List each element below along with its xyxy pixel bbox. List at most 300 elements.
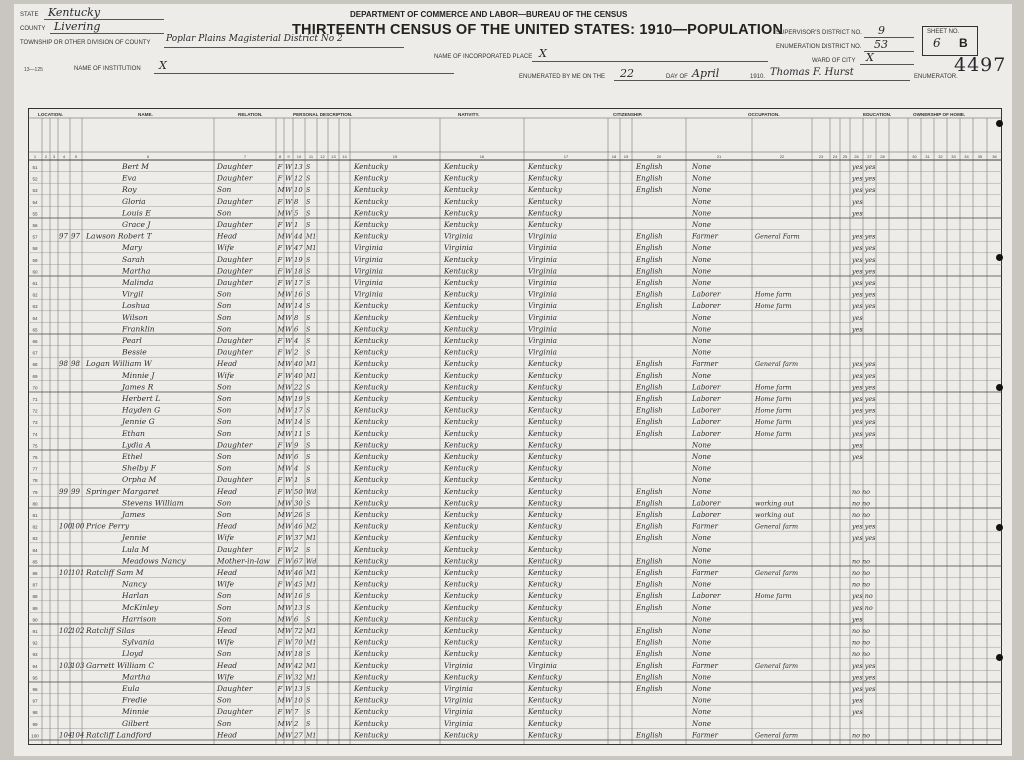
- father-birthplace: Kentucky: [444, 173, 479, 183]
- census-sheet: [14, 4, 1012, 756]
- race: W: [285, 650, 292, 659]
- marital-status: M1: [306, 628, 317, 635]
- mother-birthplace: Kentucky: [528, 498, 563, 508]
- occupation: None: [692, 615, 711, 624]
- column-number: 35: [977, 154, 983, 159]
- language: English: [636, 511, 663, 519]
- occupation: None: [692, 545, 711, 554]
- education: yes: [852, 453, 863, 461]
- sex: M: [277, 615, 285, 624]
- occupation: None: [692, 453, 711, 461]
- column-number: 5: [74, 154, 78, 159]
- column-number: 30: [912, 154, 917, 159]
- relation: Son: [217, 312, 232, 322]
- column-number: 17: [563, 154, 569, 159]
- section-heading: OWNERSHIP OF HOME.: [913, 112, 966, 117]
- line-number: 84: [32, 547, 38, 553]
- line-number: 86: [32, 571, 38, 576]
- age: 40: [294, 360, 303, 369]
- language: English: [636, 522, 663, 531]
- sex: F: [277, 557, 283, 566]
- mother-birthplace: Kentucky: [528, 405, 563, 415]
- marital-status: M1: [306, 570, 317, 577]
- county-value: Livering: [54, 20, 101, 33]
- county-label: COUNTY: [20, 26, 46, 32]
- relation: Son: [217, 185, 232, 195]
- education: yes yes: [852, 244, 876, 253]
- mother-birthplace: Kentucky: [528, 486, 563, 496]
- industry: General Farm: [755, 232, 800, 241]
- marital-status: S: [306, 198, 311, 206]
- age: 42: [294, 661, 303, 670]
- father-birthplace: Kentucky: [444, 544, 479, 554]
- language: English: [636, 580, 663, 589]
- column-number: 24: [832, 154, 838, 159]
- sex: M: [277, 661, 285, 670]
- occupation: None: [692, 313, 711, 322]
- occupation: Laborer: [692, 383, 721, 392]
- race: W: [285, 186, 292, 195]
- occupation: None: [692, 603, 711, 612]
- birthplace: Kentucky: [354, 463, 389, 473]
- family-number: 100: [71, 522, 85, 531]
- race: W: [285, 429, 292, 438]
- line-number: 81: [32, 513, 38, 518]
- occupation: None: [692, 244, 711, 253]
- institution-label: NAME OF INSTITUTION: [74, 66, 141, 72]
- relation: Son: [217, 428, 232, 438]
- age: 17: [294, 279, 303, 287]
- race: W: [285, 731, 292, 740]
- age: 37: [294, 534, 303, 543]
- marital-status: S: [306, 280, 311, 287]
- relation: Head: [217, 359, 237, 369]
- father-birthplace: Kentucky: [444, 602, 479, 612]
- relation: Daughter: [217, 162, 253, 171]
- person-name: Herbert L: [122, 394, 161, 403]
- marital-status: M1: [306, 535, 317, 543]
- father-birthplace: Kentucky: [444, 591, 479, 601]
- language: English: [636, 429, 663, 438]
- race: W: [285, 406, 292, 415]
- father-birthplace: Kentucky: [444, 289, 479, 299]
- mother-birthplace: Kentucky: [528, 382, 563, 392]
- occupation: None: [692, 685, 711, 693]
- mother-birthplace: Kentucky: [528, 707, 563, 717]
- occupation: None: [692, 221, 711, 229]
- sex: M: [277, 290, 285, 299]
- marital-status: S: [306, 164, 311, 171]
- relation: Wife: [217, 672, 234, 682]
- birthplace: Kentucky: [354, 591, 389, 601]
- industry: Home farm: [755, 406, 792, 415]
- language: English: [636, 673, 663, 682]
- birthplace: Kentucky: [354, 568, 389, 577]
- birthplace: Kentucky: [354, 301, 389, 311]
- sex: M: [277, 511, 285, 519]
- mother-birthplace: Kentucky: [528, 730, 563, 740]
- marital-status: S: [306, 720, 311, 728]
- marital-status: S: [306, 349, 311, 357]
- column-number: 21: [716, 154, 722, 159]
- sex: M: [277, 627, 285, 635]
- education: yes yes: [852, 371, 876, 380]
- line-number: 78: [32, 478, 38, 484]
- birthplace: Kentucky: [354, 626, 389, 635]
- person-name: Martha: [122, 672, 151, 682]
- father-birthplace: Kentucky: [444, 556, 479, 566]
- sex: M: [277, 383, 285, 392]
- occupation: Laborer: [692, 406, 721, 415]
- mother-birthplace: Kentucky: [528, 649, 563, 659]
- father-birthplace: Kentucky: [444, 370, 479, 380]
- section-heading: RELATION.: [238, 112, 263, 117]
- sex: M: [277, 499, 285, 508]
- age: 22: [294, 383, 303, 392]
- relation: Son: [217, 498, 232, 508]
- marital-status: S: [306, 396, 311, 403]
- column-number: 13: [331, 154, 336, 159]
- language: English: [636, 418, 663, 427]
- sex: F: [277, 580, 283, 589]
- race: W: [285, 255, 292, 264]
- birthplace: Kentucky: [354, 510, 389, 519]
- person-name: Minnie J: [122, 370, 155, 380]
- occupation: None: [692, 255, 711, 264]
- person-name: Springer Margaret: [86, 486, 159, 496]
- line-number: 82: [32, 524, 38, 530]
- sex: M: [277, 696, 285, 705]
- relation: Mother-in-law: [217, 556, 270, 566]
- column-number: 11: [308, 154, 314, 159]
- line-number: 56: [32, 223, 38, 228]
- relation: Daughter: [217, 173, 253, 183]
- birthplace: Kentucky: [354, 475, 389, 485]
- language: English: [636, 395, 663, 403]
- race: W: [285, 476, 292, 485]
- age: 40: [294, 371, 303, 380]
- marital-status: S: [306, 686, 311, 693]
- occupation: None: [692, 464, 711, 473]
- occupation: None: [692, 197, 711, 206]
- line-number: 63: [32, 304, 38, 310]
- institution-value: X: [159, 59, 167, 72]
- age: 14: [294, 302, 303, 311]
- father-birthplace: Kentucky: [444, 312, 479, 322]
- month-value: April: [692, 67, 720, 80]
- person-name: Bessie: [122, 347, 147, 357]
- race: W: [285, 313, 292, 322]
- age: 70: [294, 638, 303, 647]
- column-number: 26: [854, 154, 859, 159]
- marital-status: S: [306, 407, 311, 415]
- father-birthplace: Virginia: [444, 660, 473, 670]
- age: 44: [294, 232, 303, 241]
- birthplace: Kentucky: [354, 707, 389, 717]
- marital-status: S: [306, 465, 311, 473]
- relation: Wife: [217, 637, 234, 647]
- education: yes: [852, 313, 863, 322]
- column-number: 3: [52, 154, 56, 159]
- father-birthplace: Kentucky: [444, 220, 479, 229]
- relation: Son: [217, 405, 232, 415]
- column-number: 34: [964, 154, 969, 159]
- industry: Home farm: [755, 383, 792, 392]
- marital-status: M1: [306, 233, 317, 241]
- person-name: Lydia A: [122, 440, 151, 450]
- language: English: [636, 534, 663, 543]
- occupation: Laborer: [692, 418, 721, 427]
- father-birthplace: Virginia: [444, 684, 473, 693]
- father-birthplace: Kentucky: [444, 521, 479, 531]
- race: W: [285, 511, 292, 519]
- enum-district-value: 53: [874, 38, 888, 51]
- industry: Home farm: [755, 592, 792, 601]
- education: yes yes: [852, 290, 876, 299]
- language: English: [636, 383, 663, 392]
- column-number: 23: [818, 154, 824, 159]
- birthplace: Kentucky: [354, 208, 389, 218]
- birthplace: Virginia: [354, 243, 383, 253]
- sex: M: [277, 360, 285, 369]
- age: 32: [294, 673, 303, 682]
- age: 4: [294, 337, 299, 345]
- language: English: [636, 603, 663, 612]
- birthplace: Kentucky: [354, 544, 389, 554]
- birthplace: Kentucky: [354, 660, 389, 670]
- line-number: 60: [32, 269, 38, 275]
- binder-hole: [996, 524, 1003, 531]
- sex: M: [277, 592, 285, 601]
- race: W: [285, 615, 292, 624]
- marital-status: S: [306, 651, 311, 659]
- dwelling-number: 98: [59, 360, 68, 369]
- education: no no: [852, 487, 870, 496]
- occupation: Laborer: [692, 290, 721, 299]
- person-name: McKinley: [122, 602, 159, 612]
- relation: Son: [217, 301, 232, 311]
- birthplace: Kentucky: [354, 602, 389, 612]
- supervisor-label: SUPERVISOR'S DISTRICT NO.: [776, 30, 862, 36]
- dwelling-number: 103: [59, 661, 73, 670]
- marital-status: M1: [306, 581, 317, 589]
- line-number: 61: [32, 281, 38, 286]
- line-number: 59: [32, 257, 38, 263]
- mother-birthplace: Kentucky: [528, 185, 563, 195]
- age: 19: [294, 255, 303, 264]
- marital-status: S: [306, 419, 311, 427]
- marital-status: S: [306, 430, 311, 438]
- line-number: 100: [31, 733, 39, 739]
- line-number: 88: [32, 594, 38, 600]
- person-name: Stevens William: [122, 498, 184, 508]
- race: W: [285, 545, 292, 554]
- mother-birthplace: Kentucky: [528, 614, 563, 624]
- race: W: [285, 487, 292, 496]
- age: 1: [294, 476, 299, 485]
- relation: Son: [217, 417, 232, 427]
- mother-birthplace: Kentucky: [528, 428, 563, 438]
- race: W: [285, 627, 292, 635]
- sex: F: [277, 708, 283, 717]
- occupation: Farmer: [692, 360, 719, 369]
- marital-status: S: [306, 338, 311, 345]
- race: W: [285, 580, 292, 589]
- mother-birthplace: Kentucky: [528, 521, 563, 531]
- race: W: [285, 708, 292, 717]
- education: yes yes: [852, 232, 876, 241]
- relation: Son: [217, 324, 232, 334]
- age: 8: [294, 197, 299, 206]
- line-number: 98: [32, 710, 38, 716]
- person-name: Loshua: [122, 301, 150, 311]
- line-number: 55: [32, 211, 38, 217]
- marital-status: S: [306, 616, 311, 624]
- mother-birthplace: Kentucky: [528, 579, 563, 589]
- mother-birthplace: Virginia: [528, 266, 557, 276]
- father-birthplace: Kentucky: [444, 196, 479, 206]
- line-number: 58: [32, 246, 38, 252]
- education: no no: [852, 511, 870, 519]
- father-birthplace: Kentucky: [444, 347, 479, 357]
- sex: M: [277, 650, 285, 659]
- race: W: [285, 534, 292, 543]
- mother-birthplace: Virginia: [528, 347, 557, 357]
- person-name: Gilbert: [122, 718, 149, 728]
- relation: Son: [217, 718, 232, 728]
- mother-birthplace: Virginia: [528, 254, 557, 264]
- father-birthplace: Kentucky: [444, 336, 479, 345]
- birthplace: Kentucky: [354, 359, 389, 369]
- occupation: None: [692, 325, 711, 334]
- father-birthplace: Kentucky: [444, 626, 479, 635]
- line-number: 93: [32, 652, 38, 658]
- relation: Son: [217, 208, 232, 218]
- column-number: 32: [938, 154, 943, 159]
- sex: F: [277, 534, 283, 543]
- person-name: Jennie G: [122, 417, 155, 427]
- industry: Home farm: [755, 302, 792, 311]
- person-name: Sarah: [122, 254, 145, 264]
- father-birthplace: Kentucky: [444, 498, 479, 508]
- person-name: Nancy: [122, 579, 147, 589]
- language: English: [636, 557, 663, 566]
- birthplace: Kentucky: [354, 533, 389, 543]
- occupation: None: [692, 337, 711, 345]
- age: 2: [294, 348, 299, 357]
- occupation: Laborer: [692, 592, 721, 601]
- education: yes yes: [852, 163, 876, 171]
- father-birthplace: Kentucky: [444, 417, 479, 427]
- occupation: Laborer: [692, 302, 721, 311]
- line-number: 70: [32, 385, 38, 391]
- relation: Head: [217, 568, 237, 577]
- father-birthplace: Kentucky: [444, 324, 479, 334]
- relation: Head: [217, 486, 237, 496]
- occupation: Farmer: [692, 232, 719, 241]
- language: English: [636, 487, 663, 496]
- sex: F: [277, 487, 283, 496]
- birthplace: Kentucky: [354, 185, 389, 195]
- person-name: Hayden G: [122, 405, 161, 415]
- education: yes yes: [852, 302, 876, 311]
- birthplace: Kentucky: [354, 347, 389, 357]
- birthplace: Virginia: [354, 289, 383, 299]
- marital-status: S: [306, 175, 311, 183]
- mother-birthplace: Kentucky: [528, 370, 563, 380]
- age: 72: [294, 627, 303, 635]
- year-text: 1910.: [750, 74, 766, 80]
- person-name: Ratcliff Landford: [86, 730, 152, 740]
- relation: Head: [217, 660, 237, 670]
- family-number: 98: [71, 360, 80, 369]
- line-number: 69: [32, 373, 38, 379]
- father-birthplace: Kentucky: [444, 486, 479, 496]
- line-number: 85: [32, 559, 38, 565]
- line-number: 73: [32, 420, 38, 426]
- section-heading: NATIVITY.: [458, 112, 480, 117]
- line-number: 66: [32, 339, 38, 344]
- marital-status: S: [306, 500, 311, 508]
- marital-status: M1: [306, 732, 317, 740]
- family-number: 102: [71, 627, 85, 635]
- person-name: Ratcliff Sam M: [86, 568, 144, 577]
- race: W: [285, 464, 292, 473]
- race: W: [285, 174, 292, 183]
- relation: Daughter: [217, 220, 253, 229]
- person-name: Garrett William C: [86, 660, 155, 670]
- marital-status: S: [306, 210, 311, 218]
- father-birthplace: Kentucky: [444, 278, 479, 287]
- line-number: 67: [32, 350, 38, 356]
- birthplace: Kentucky: [354, 556, 389, 566]
- sex: F: [277, 163, 283, 171]
- education: no no: [852, 627, 870, 635]
- column-number: 7: [243, 154, 247, 159]
- column-number: 15: [392, 154, 398, 159]
- marital-status: S: [306, 187, 311, 195]
- line-number: 83: [32, 536, 38, 542]
- column-number: 1: [33, 154, 37, 159]
- mother-birthplace: Kentucky: [528, 162, 563, 171]
- industry: Home farm: [755, 418, 792, 427]
- language: English: [636, 244, 663, 253]
- relation: Head: [217, 730, 237, 740]
- person-name: Ethel: [122, 452, 143, 461]
- language: English: [636, 661, 663, 670]
- column-number: 19: [623, 154, 629, 159]
- mother-birthplace: Kentucky: [528, 684, 563, 693]
- race: W: [285, 244, 292, 253]
- line-number: 87: [32, 582, 38, 588]
- father-birthplace: Kentucky: [444, 614, 479, 624]
- education: no no: [852, 557, 870, 566]
- father-birthplace: Kentucky: [444, 568, 479, 577]
- incorporated-value: X: [539, 47, 547, 60]
- person-name: Shelby F: [122, 463, 156, 473]
- form-number: 13—125: [24, 67, 43, 73]
- age: 27: [294, 731, 303, 740]
- language: English: [636, 174, 663, 183]
- education: yes yes: [852, 406, 876, 415]
- person-name: Price Perry: [86, 521, 130, 531]
- education: yes yes: [852, 685, 876, 693]
- race: W: [285, 232, 292, 241]
- birthplace: Kentucky: [354, 718, 389, 728]
- birthplace: Kentucky: [354, 637, 389, 647]
- sex: F: [277, 197, 283, 206]
- father-birthplace: Virginia: [444, 243, 473, 253]
